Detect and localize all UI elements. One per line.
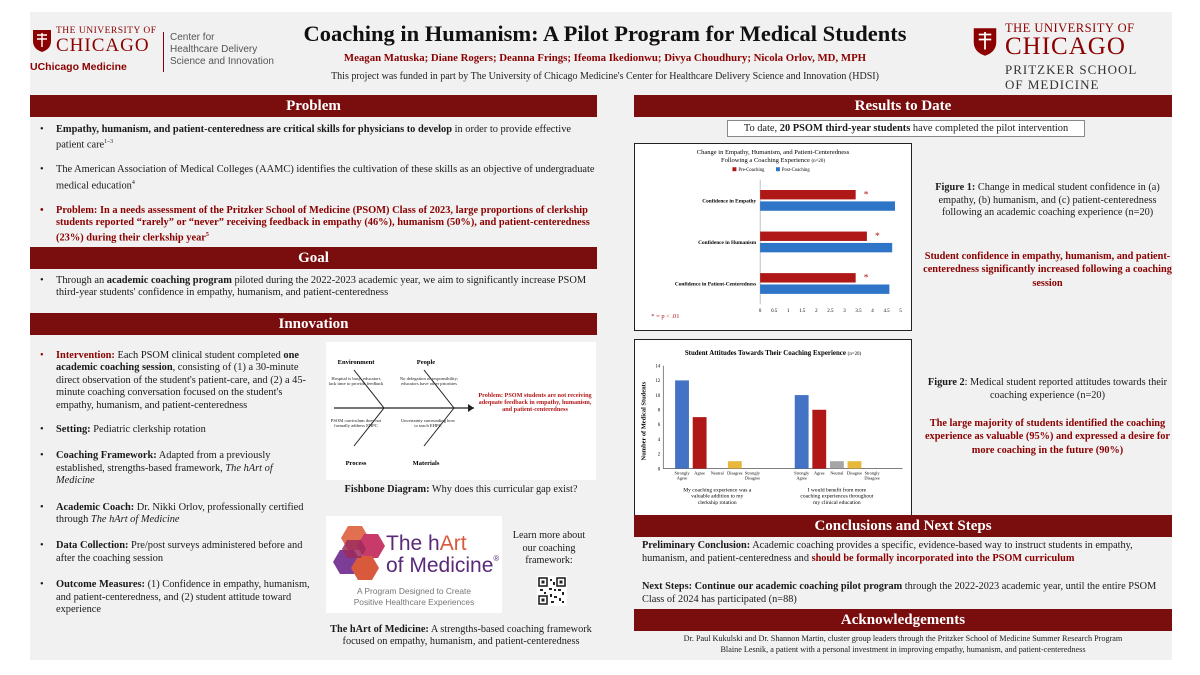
significance-marker: * — [863, 189, 869, 201]
hart-tagline-2: Positive Healthcare Experiences — [353, 597, 475, 607]
data-collection-text: Pre/post surveys administered before and after the coaching session — [56, 540, 303, 564]
setting-text: Pediatric clerkship rotation — [90, 424, 206, 436]
y-tick-label: 2 — [657, 452, 661, 458]
y-tick-label: 14 — [655, 364, 661, 370]
next-steps-text: through the 2022-2023 academic year, until the entire PSOM Class of 2024 has participated (n=88) — [642, 581, 1157, 605]
logo-divider — [163, 32, 164, 72]
poster-title: Coaching in Humanism: A Pilot Program for Medical Students — [303, 21, 907, 46]
learn-more-line-3: framework: — [525, 555, 573, 566]
figure-2-text: : Medical student reported attitudes towards their coaching experience (n=20) — [964, 377, 1168, 401]
outcomes-text: (1) Confidence in empathy, humanism, and patient-centeredness, and (2) student attitude toward experience — [56, 579, 310, 616]
hdsi-name — [170, 32, 274, 68]
chart2-bars — [675, 380, 861, 468]
bar-disagree — [848, 461, 862, 468]
innovation-coach — [30, 502, 310, 527]
conclusions-next-steps — [642, 581, 1172, 606]
chart2-title-text: Student Attitudes Towards Their Coaching Experience — [684, 349, 846, 357]
x-tick-label: 4.5 — [883, 309, 890, 315]
hart-caption — [320, 624, 602, 649]
goal-text-post: piloted during the 2022-2023 academic year, we aim to significantly increase PSOM third-year students' confidence in empathy, humanism, and patient-centeredness — [56, 275, 587, 299]
group-label: my clinical education — [813, 499, 861, 506]
confidence-bar-chart — [634, 143, 912, 331]
logo-line-university: THE UNIVERSITY OF — [56, 26, 157, 36]
acknowledgement-line-1: Dr. Paul Kukulski and Dr. Shannon Martin, cluster group leaders through the Pritzker School of Medicine Summer Research Program — [683, 634, 1123, 643]
bar-neutral — [830, 461, 844, 468]
conclusions-preliminary — [642, 540, 1172, 565]
fishbone-people-label: People — [416, 359, 436, 366]
chart2-axis — [655, 364, 902, 505]
results-summary — [727, 120, 1085, 137]
next-steps-label: Next Steps: Continue our academic coaching pilot program — [642, 581, 903, 592]
y-tick-label: 6 — [657, 423, 661, 429]
intervention-text-b: , consisting of (1) a 30-minute direct observation of the student's patient-care, and (2) a 45-minute coaching conversation focused on the student's empathy, humanism, and patient-centeredness — [56, 362, 306, 411]
bar-agree — [693, 417, 707, 468]
figure-1-caption — [923, 182, 1172, 220]
innovation-framework — [30, 450, 310, 487]
legend-swatch-0 — [732, 167, 736, 171]
y-tick-label: 10 — [655, 393, 661, 399]
uchicago-medicine-logo — [30, 26, 285, 76]
category-label: Neutral — [830, 470, 844, 476]
problem-heading: Problem — [30, 95, 597, 117]
bar-strongly-agree — [795, 395, 809, 468]
fishbone-process-label: Process — [345, 460, 367, 467]
conclusions-heading: Conclusions and Next Steps — [634, 515, 1172, 537]
fishbone-cause-process: PSOM curriculum does not formally address EHPC — [330, 418, 382, 429]
fishbone-environment-label: Environment — [337, 359, 375, 366]
poster — [30, 12, 1172, 660]
logo-line-chicago: CHICAGO — [1005, 33, 1126, 60]
group-label: My coaching experience was a — [683, 487, 752, 494]
hart-caption-text: A strengths-based coaching framework focused on empathy, humanism, and patient-centeredness — [342, 624, 592, 648]
figure-2-finding: The large majority of students identified the coaching experience as valuable (95%) and expressed a desire for more coaching in the future (90%) — [924, 418, 1170, 456]
intervention-text-bold: one academic coaching session — [56, 350, 299, 374]
hdsi-line-1: Center for — [170, 32, 215, 43]
bar-strongly-agree — [675, 380, 689, 468]
figure-1-label: Figure 1: — [935, 182, 976, 193]
category-label: Disagree — [846, 470, 863, 476]
chart1-title-n: (n=20) — [811, 158, 825, 164]
poster-funding: This project was funded in part by The University of Chicago Medicine's Center for Healthcare Delivery Science and Innovation (HDSI) — [331, 71, 879, 82]
university-shield-icon — [972, 27, 998, 57]
qr-code-icon[interactable] — [537, 576, 567, 606]
hdsi-line-3: Science and Innovation — [170, 56, 274, 67]
hexagon-logo-icon — [330, 524, 386, 582]
university-shield-icon — [32, 29, 52, 53]
category-label: Disagree — [727, 470, 743, 476]
chart2-title — [685, 350, 862, 357]
preliminary-label: Preliminary Conclusion: — [642, 540, 751, 551]
problem-bullet-2 — [30, 164, 595, 192]
problem-bullet-3-text: Problem: In a needs assessment of the Pritzker School of Medicine (PSOM) Class of 2023, large proportions of clerkship students reported “rarely” or “never” receiving feedback in empathy (46%), humanism (50%), and patient-centeredness (23%) during their clerkship year — [56, 204, 590, 244]
legend-swatch-1 — [776, 167, 780, 171]
y-tick-label: 8 — [657, 408, 661, 414]
category-label: Agree — [796, 475, 807, 481]
bar-pre-coaching — [760, 232, 867, 241]
coach-italic: The hArt of Medicine — [90, 514, 180, 526]
figure-1-text: Change in medical student confidence in (a) empathy, (b) humanism, and (c) patient-centeredness following an academic coaching experience (n=20) — [938, 182, 1160, 218]
hart-of-medicine-logo — [326, 516, 502, 613]
results-heading: Results to Date — [634, 95, 1172, 117]
fishbone-caption-bold: Fishbone Diagram: — [344, 484, 430, 495]
figure-2-caption — [923, 377, 1172, 402]
logo-line-university: THE UNIVERSITY OF — [1005, 21, 1135, 35]
citation: 5 — [205, 232, 209, 239]
bar-post-coaching — [760, 284, 889, 293]
goal-text-bold: academic coaching program — [106, 275, 232, 286]
category-label: Strongly — [794, 470, 810, 476]
learn-more-text — [502, 530, 596, 568]
group-label: I would benefit from more — [807, 487, 867, 494]
category-label: Confidence in Humanism — [698, 239, 757, 246]
fishbone-problem: Problem: PSOM students are not receiving adequate feedback in empathy, humanism, and patient-centeredness — [478, 392, 592, 414]
hart-tagline-1: A Program Designed to Create — [356, 586, 472, 596]
fishbone-materials-label: Materials — [412, 460, 440, 467]
acknowledgements-heading: Acknowledgements — [634, 609, 1172, 631]
innovation-data-collection — [30, 540, 310, 565]
hdsi-line-2: Healthcare Delivery — [170, 44, 258, 55]
poster-authors: Meagan Matuska; Diane Rogers; Deanna Frings; Ifeoma Ikedionwu; Divya Choudhury; Nicola Orlov, MD, MPH — [343, 52, 867, 64]
data-collection-label: Data Collection: — [56, 540, 129, 552]
fishbone-caption — [326, 484, 596, 495]
pritzker-logo — [972, 21, 1172, 91]
x-tick-label: 2 — [815, 309, 818, 315]
hart-logo-trademark: ® — [493, 554, 500, 563]
innovation-heading: Innovation — [30, 313, 597, 335]
hart-logo-text-2 — [386, 554, 499, 578]
category-label: Strongly — [744, 470, 760, 476]
coach-text: Dr. Nikki Orlov, professionally certified through — [56, 501, 304, 526]
logo-line-pritzker: PRITZKER SCHOOL — [1005, 62, 1138, 77]
chart2-title-n: (n=20) — [847, 351, 862, 357]
x-tick-label: 0 — [758, 309, 762, 315]
figure-2-label: Figure 2 — [927, 377, 965, 388]
category-label: Neutral — [710, 470, 724, 476]
problem-bullet-1-text: in order to provide effective patient care — [56, 124, 571, 151]
chart1-title-line-2: Following a Coaching Experience (n=20) — [721, 156, 825, 164]
category-label: Confidence in Patient-Centeredness — [674, 281, 757, 288]
fishbone-diagram — [326, 342, 596, 480]
framework-label: Coaching Framework: — [56, 450, 157, 462]
chart1-title-line-1: Change in Empathy, Humanism, and Patient-Centeredness — [696, 148, 850, 156]
x-tick-label: 1 — [787, 309, 790, 315]
x-tick-label: 5 — [899, 309, 902, 315]
group-label: coaching experiences throughout — [800, 493, 874, 500]
outcomes-label: Outcome Measures: — [56, 579, 145, 591]
framework-italic: The hArt of Medicine — [56, 462, 273, 487]
bar-pre-coaching — [760, 273, 856, 282]
results-summary-pre: To date, — [743, 123, 780, 134]
category-label: Disagree — [864, 475, 880, 481]
problem-bullet-3 — [30, 205, 595, 246]
group-label: valuable addition to my — [691, 493, 744, 500]
preliminary-text: Academic coaching provides a specific, evidence-based way to instruct students in empathy, humanism, and patient-centeredness and — [642, 540, 1133, 564]
problem-bullet-1 — [30, 124, 595, 152]
innovation-outcomes — [30, 579, 310, 616]
logo-line-chicago: CHICAGO — [56, 35, 150, 56]
category-label: Strongly — [674, 470, 690, 476]
y-tick-label: 12 — [655, 379, 661, 385]
results-summary-bold: 20 PSOM third-year students — [779, 123, 911, 134]
x-tick-label: 4 — [871, 309, 874, 315]
legend-label-0: Pre-Coaching — [738, 168, 765, 174]
figure-1-finding: Student confidence in empathy, humanism, and patient-centeredness significantly increased following a coaching session — [923, 251, 1172, 289]
learn-more-line-1: Learn more about — [512, 530, 586, 541]
goal-text-pre: Through an — [56, 275, 107, 286]
citation: 1–3 — [104, 139, 114, 146]
innovation-list — [30, 350, 310, 626]
chart1-legend — [732, 167, 810, 173]
legend-label-1: Post-Coaching — [781, 168, 810, 174]
hart-logo-the: The h — [386, 532, 440, 555]
bar-agree — [812, 410, 826, 469]
learn-more-line-2: our coaching — [522, 542, 576, 554]
bar-post-coaching — [760, 201, 895, 210]
x-tick-label: 3.5 — [855, 309, 862, 315]
intervention-text-a: Each PSOM clinical student completed — [114, 350, 284, 361]
x-tick-label: 3 — [843, 309, 846, 315]
fishbone-cause-people: No delegation of responsibility; educators have other priorities — [399, 376, 459, 387]
bar-disagree — [728, 461, 742, 468]
goal-heading: Goal — [30, 247, 597, 269]
goal-bullet — [30, 275, 595, 300]
category-label: Agree — [676, 475, 688, 481]
innovation-setting — [30, 424, 310, 436]
framework-text: Adapted from a previously established, strengths-based framework, — [56, 450, 271, 474]
y-tick-label: 0 — [657, 467, 661, 473]
chart1-significance-note: * = p < .01 — [651, 313, 680, 321]
problem-list — [30, 124, 595, 254]
coach-label: Academic Coach: — [56, 501, 135, 513]
goal-list — [30, 275, 595, 309]
preliminary-recommendation: should be formally incorporated into the PSOM curriculum — [811, 552, 1075, 564]
problem-bullet-2-text: The American Association of Medical Colleges (AAMC) identifies the cultivation of these skills as an objective of undergraduate medical education — [56, 164, 595, 192]
intervention-label: Intervention: — [56, 350, 115, 361]
significance-marker: * — [874, 230, 880, 242]
y-tick-label: 4 — [657, 437, 661, 443]
category-label: Agree — [694, 470, 705, 476]
fishbone-cause-materials: Uncertainty surrounding how to teach EHPC — [400, 418, 456, 429]
setting-label: Setting: — [56, 424, 91, 436]
innovation-intervention — [30, 350, 310, 412]
group-label: clerkship rotation — [697, 499, 737, 506]
x-tick-label: 2.5 — [827, 309, 834, 315]
significance-marker: * — [863, 272, 869, 284]
hart-logo-text-1 — [386, 532, 467, 556]
x-tick-label: 1.5 — [799, 309, 806, 315]
chart2-ylabel: Number of Medical Students — [640, 381, 648, 461]
category-label: Confidence in Empathy — [702, 198, 757, 205]
bar-post-coaching — [760, 243, 892, 252]
logo-line-uchicago-medicine: UChicago Medicine — [30, 61, 127, 73]
bar-pre-coaching — [760, 190, 856, 199]
logo-line-school: OF MEDICINE — [1005, 77, 1100, 92]
fishbone-cause-environment: Hospital is busy, educators lack time to provide feedback — [328, 376, 384, 387]
hart-caption-bold: The hArt of Medicine: — [330, 624, 429, 635]
hart-logo-of-medicine: of Medicine — [386, 554, 494, 577]
acknowledgement-line-2: Blaine Lesnik, a patient with a personal investment in improving empathy, humanism, and patient-centeredness — [720, 645, 1086, 654]
citation: 4 — [131, 179, 135, 186]
results-summary-post: have completed the pilot intervention — [910, 123, 1069, 134]
hart-logo-art: Art — [439, 532, 467, 555]
attitudes-bar-chart — [634, 339, 912, 517]
category-label: Agree — [813, 470, 825, 476]
category-label: Strongly — [864, 470, 880, 476]
problem-bullet-1-bold: Empathy, humanism, and patient-centeredness are critical skills for physicians to develop — [56, 124, 453, 135]
fishbone-caption-text: Why does this curricular gap exist? — [429, 484, 578, 495]
category-label: Disagree — [744, 475, 761, 481]
x-tick-label: 0.5 — [771, 309, 778, 315]
chart1-bars — [760, 189, 895, 293]
